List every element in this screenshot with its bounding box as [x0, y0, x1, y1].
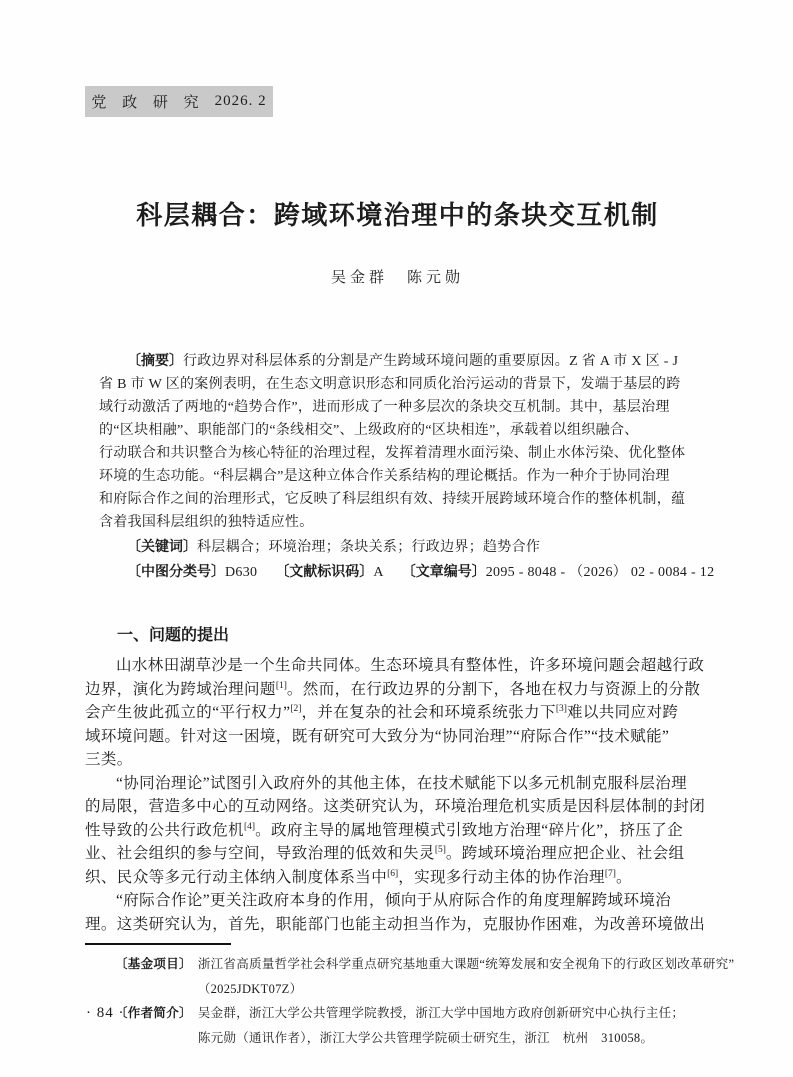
- clc-value: D630: [225, 565, 258, 580]
- classification-line: [99, 560, 715, 584]
- citation-ref: [2]: [290, 703, 302, 714]
- journal-masthead-badge: [85, 86, 273, 117]
- article-title: 科层耦合：跨域环境治理中的条块交互机制: [136, 200, 659, 230]
- keywords-line: [99, 535, 698, 559]
- body-text-line: 性导致的公共行政危机[4]。政府主导的属地管理模式引致地方治理“碎片化”，挤压了企: [85, 821, 684, 839]
- body-paragraphs: [85, 654, 710, 936]
- body-text-line: 理。这类研究认为，首先，职能部门也能主动担当作为，克服协作困难，为改善环境做出: [85, 915, 706, 933]
- author-bio-line: 陈元勋（通讯作者），浙江大学公共管理学院硕士研究生，浙江 杭州 310058。: [197, 1030, 654, 1045]
- fund-project-note: [115, 952, 735, 1001]
- article-authors: 吴金群 陈元勋: [330, 270, 464, 286]
- body-text-line: “协同治理论”试图引入政府外的其他主体，在技术赋能下以多元机制克服科层治理: [116, 774, 688, 792]
- article-id-value: 2095 - 8048 - （2026） 02 - 0084 - 12: [485, 565, 715, 580]
- citation-ref: [5]: [434, 844, 446, 855]
- page-content: [0, 195, 793, 1050]
- keywords-text: 科层耦合；环境治理；条块关系；行政边界；趋势合作: [197, 540, 541, 555]
- body-text-line: 三类。: [85, 751, 133, 768]
- body-text-line: 的局限，营造多中心的互动网络。这类研究认为，环境治理危机实质是因科层体制的封闭: [85, 798, 706, 815]
- body-text-line: “府际合作论”更关注政府本身的作用，倾向于从府际合作的角度理解跨域环境治: [116, 892, 672, 909]
- citation-ref: [4]: [244, 821, 256, 832]
- doc-code-label: 〔文献标识码〕: [275, 563, 374, 579]
- abstract-line: 域行动激活了两地的“趋势合作”，进而形成了一种多层次的条块交互机制。其中，基层治理: [99, 400, 670, 415]
- abstract-line: 的“区块相融”、职能部门的“条线相交”、上级政府的“区块相连”，承载着以组织融合、: [99, 423, 639, 438]
- article-id-label: 〔文章编号〕: [401, 563, 486, 579]
- footnotes: [85, 952, 735, 1050]
- fund-project-content: [198, 952, 735, 1001]
- body-text-line: 域环境问题。针对这一困境，既有研究可大致分为“协同治理”“府际合作”“技术赋能”: [85, 727, 670, 745]
- fund-project-label: 〔基金项目〕: [115, 957, 192, 971]
- author-bio-line: 吴金群，浙江大学公共管理学院教授，浙江大学中国地方政府创新研究中心执行主任；: [197, 1006, 685, 1020]
- author-bio-content: [198, 1001, 710, 1050]
- page-number: · 84 ·: [86, 1005, 125, 1021]
- section-heading: 一、问题的提出: [117, 627, 230, 644]
- abstract-line: 环境的生态功能。“科层耦合”是这种立体合作关系结构的理论概括。作为一种介于协同治理: [99, 469, 670, 484]
- doc-code-value: A: [373, 565, 384, 580]
- body-text-line: 业、社会组织的参与空间，导致治理的低效和失灵[5]。跨域环境治理应把企业、社会组: [85, 844, 685, 862]
- keywords-label: 〔关键词〕: [127, 538, 197, 554]
- abstract-block: [99, 349, 715, 584]
- body-text-line: 会产生彼此孤立的“平行权力”[2]，并在复杂的社会和环境系统张力下[3]难以共同应对跨: [85, 703, 679, 721]
- abstract-line: 行动联合和共识整合为核心特征的治理过程，发挥着清理水面污染、制止水体污染、优化整体: [99, 446, 686, 461]
- fund-project-line: （2025JDKT07Z）: [197, 981, 303, 996]
- author-bio-note: [115, 1001, 710, 1050]
- journal-name: 党 政 研 究: [91, 95, 205, 111]
- abstract-line: 和府际合作之间的治理形式，它反映了科层组织有效、持续开展跨域环境合作的整体机制，蕴: [99, 492, 686, 507]
- abstract-line: 省 B 市 W 区的案例表明，在生态文明意识形态和同质化治污运动的背景下，发端于基层的跨: [99, 377, 681, 392]
- citation-ref: [7]: [604, 868, 616, 879]
- author-bio-label: 〔作者简介〕: [115, 1006, 192, 1020]
- body-text-line: 山水林田湖草沙是一个生命共同体。生态环境具有整体性，许多环境问题会超越行政: [116, 657, 705, 674]
- abstract-line: 含着我国科层组织的独特适应性。: [99, 515, 314, 530]
- clc-label: 〔中图分类号〕: [127, 563, 225, 579]
- body-text-line: 边界，演化为跨域治理问题[1]。然而，在行政边界的分割下，各地在权力与资源上的分散: [85, 680, 701, 698]
- citation-ref: [3]: [555, 703, 567, 714]
- fund-project-line: 浙江省高质量哲学社会科学重点研究基地重大课题“统筹发展和安全视角下的行政区划改革研究”: [197, 957, 735, 971]
- abstract-text: 行政边界对科层体系的分割是产生跨域环境问题的重要原因。Z 省 A 市 X 区 - J: [183, 354, 679, 369]
- abstract-label: 〔摘要〕: [127, 352, 183, 368]
- abstract-line: [99, 349, 698, 373]
- journal-issue: 2026. 2: [214, 93, 267, 109]
- citation-ref: [6]: [387, 868, 399, 879]
- body-text-line: 织、民众等多元行动主体纳入制度体系当中[6]，实现多行动主体的协作治理[7]。: [85, 868, 632, 886]
- citation-ref: [1]: [275, 680, 287, 691]
- footnote-divider: [85, 943, 231, 945]
